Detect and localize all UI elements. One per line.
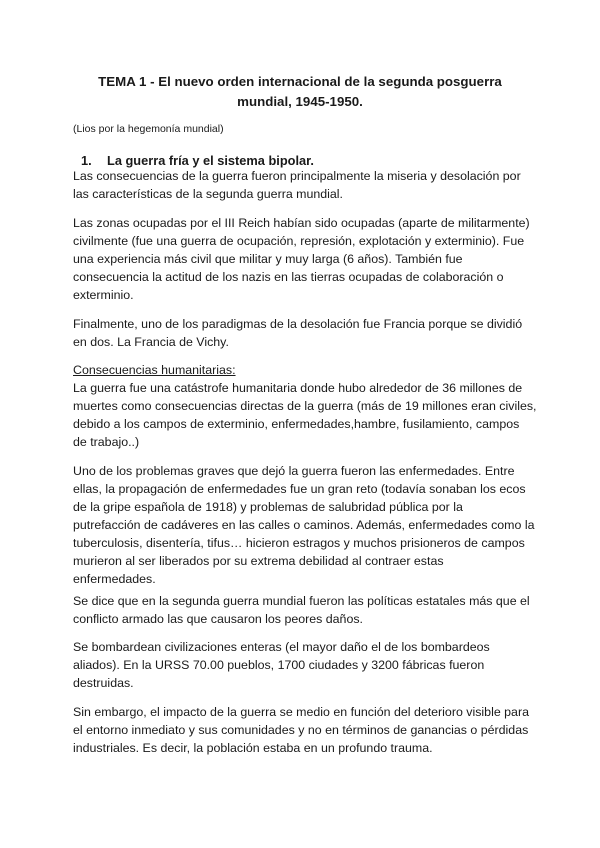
title-line-2: mundial, 1945-1950. xyxy=(237,94,363,109)
paragraph-line: Las consecuencias de la guerra fueron principalmente la miseria y desolación por xyxy=(73,169,521,183)
paragraph-1 xyxy=(73,167,543,203)
paragraph-line: Se dice que en la segunda guerra mundial fueron las políticas estatales más que el xyxy=(73,594,530,608)
paragraph-line: aliados). En la URSS 70.00 pueblos, 1700 ciudades y 3200 fábricas fueron xyxy=(73,658,485,672)
paragraph-line: exterminio. xyxy=(73,288,134,302)
paragraph-line: ellas, la propagación de enfermedades fue un gran reto (todavía sonaban los ecos xyxy=(73,482,526,496)
paragraph-line: una experiencia más civil que militar y muy larga (6 años). También fue xyxy=(73,252,463,266)
paragraph-3 xyxy=(73,315,543,351)
title-line-1: TEMA 1 - El nuevo orden internacional de la segunda posguerra xyxy=(98,74,502,89)
paragraph-line: Uno de los problemas graves que dejó la guerra fueron las enfermedades. Entre xyxy=(73,464,515,478)
paragraph-4 xyxy=(73,361,543,451)
paragraph-line: putrefacción de cadáveres en las calles o caminos. Además, enfermedades como la xyxy=(73,518,535,532)
paragraph-line: el entorno inmediato y sus comunidades y no en términos de ganancias o pérdidas xyxy=(73,723,529,737)
paragraph-2 xyxy=(73,214,543,304)
paragraph-7 xyxy=(73,638,543,692)
paragraph-8 xyxy=(73,703,543,757)
paragraph-line: Finalmente, uno de los paradigmas de la desolación fue Francia porque se dividió xyxy=(73,317,523,331)
paragraph-6 xyxy=(73,592,543,628)
document-title xyxy=(60,72,540,112)
paragraph-line: debido a los campos de exterminio, enfermedades,hambre, fusilamiento, campos xyxy=(73,417,520,431)
paragraph-line: La guerra fue una catástrofe humanitaria donde hubo alrededor de 36 millones de xyxy=(73,381,523,395)
paragraph-line: tuberculosis, disentería, tifus… hicieron estragos y muchos prisioneros de campos xyxy=(73,536,525,550)
paragraph-line: Sin embargo, el impacto de la guerra se medio en función del deterioro visible para xyxy=(73,705,529,719)
paragraph-line: consecuencia la actitud de los nazis en las tierras ocupadas de colaboración o xyxy=(73,270,504,284)
paragraph-line: las características de la segunda guerra mundial. xyxy=(73,187,343,201)
paragraph-line: de trabajo..) xyxy=(73,435,140,449)
paragraph-line: Las zonas ocupadas por el III Reich habían sido ocupadas (aparte de militarmente) xyxy=(73,216,530,230)
paragraph-line: conflicto armado las que causaron los peores daños. xyxy=(73,612,363,626)
paragraph-line: civilmente (fue una guerra de ocupación, represión, explotación y exterminio). Fue xyxy=(73,234,525,248)
document-subtitle: (Lios por la hegemonía mundial) xyxy=(73,123,224,135)
section-number: 1. xyxy=(81,153,92,168)
paragraph-line: enfermedades. xyxy=(73,572,156,586)
subheading-humanitarian: Consecuencias humanitarias: xyxy=(73,363,236,377)
paragraph-line: de la gripe española de 1918) y problemas de salubridad pública por la xyxy=(73,500,463,514)
section-title: La guerra fría y el sistema bipolar. xyxy=(107,153,314,168)
paragraph-line: murieron al ser liberados por su extrema debilidad al contraer estas xyxy=(73,554,444,568)
paragraph-line: destruidas. xyxy=(73,676,134,690)
paragraph-line: en dos. La Francia de Vichy. xyxy=(73,335,229,349)
paragraph-line: industriales. Es decir, la población estaba en un profundo trauma. xyxy=(73,741,433,755)
paragraph-line: Se bombardean civilizaciones enteras (el mayor daño el de los bombardeos xyxy=(73,640,490,654)
paragraph-line: muertes como consecuencias directas de la guerra (más de 19 millones eran civiles, xyxy=(73,399,537,413)
paragraph-5 xyxy=(73,462,543,588)
